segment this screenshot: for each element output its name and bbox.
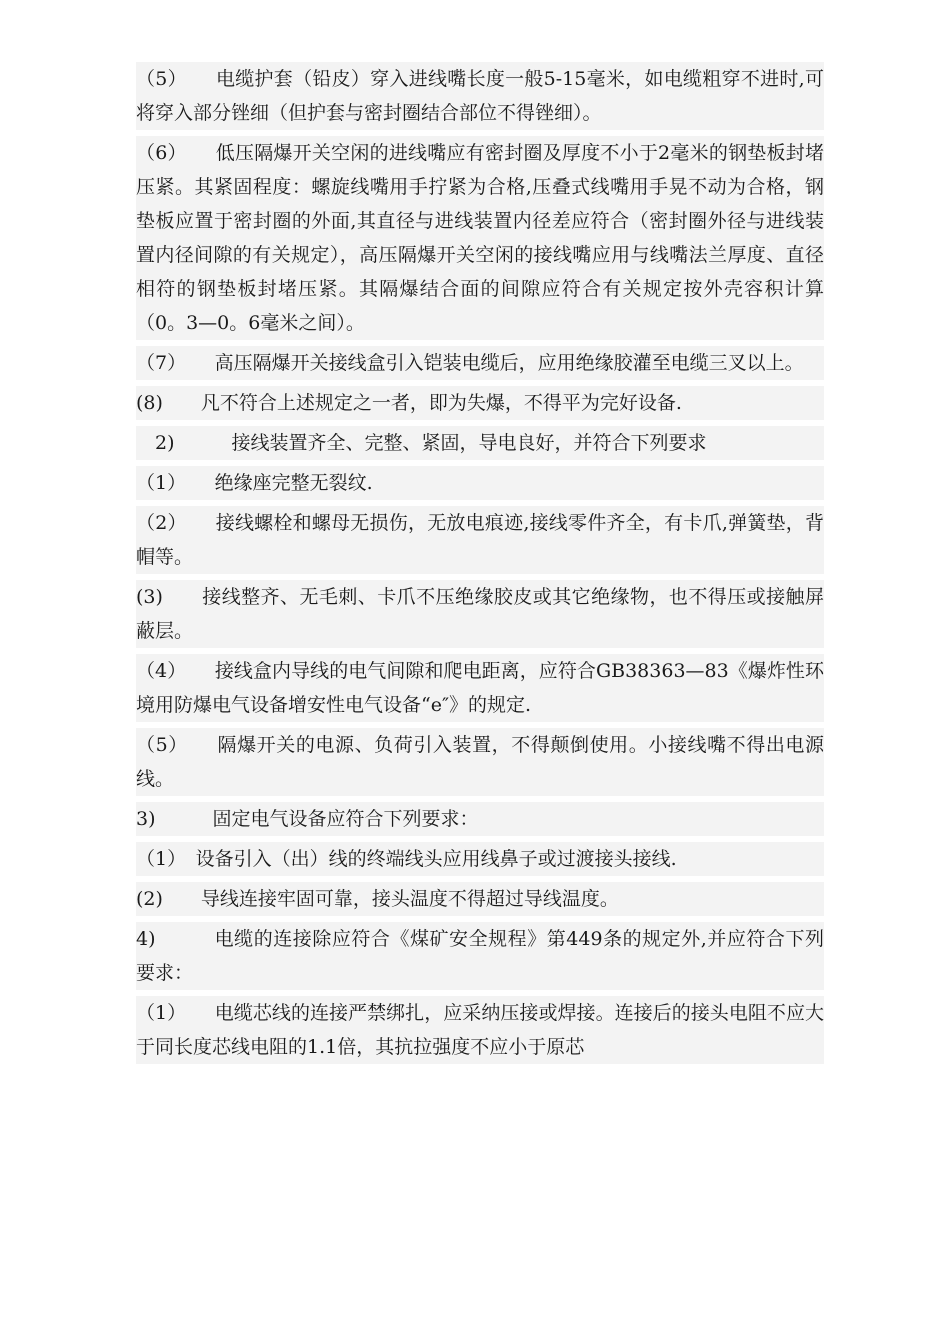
paragraph-2-3: (3) 接线整齐、无毛刺、卡爪不压绝缘胶皮或其它绝缘物，也不得压或接触屏蔽层。 [136, 580, 824, 648]
paragraph-3-1: （1） 设备引入（出）线的终端线头应用线鼻子或过渡接头接线. [136, 842, 824, 876]
section-4-heading: 4) 电缆的连接除应符合《煤矿安全规程》第449条的规定外,并应符合下列要求： [136, 922, 824, 990]
paragraph-2-4: （4） 接线盒内导线的电气间隙和爬电距离，应符合GB38363—83《爆炸性环境用防爆电气设备增安性电气设备“e″》的规定. [136, 654, 824, 722]
paragraph-2-5: （5） 隔爆开关的电源、负荷引入装置，不得颠倒使用。小接线嘴不得出电源线。 [136, 728, 824, 796]
document-body [136, 62, 824, 1070]
paragraph-2-2: （2） 接线螺栓和螺母无损伤，无放电痕迹,接线零件齐全，有卡爪,弹簧垫，背帽等。 [136, 506, 824, 574]
section-3-heading: 3) 固定电气设备应符合下列要求： [136, 802, 824, 836]
paragraph-3-2: (2) 导线连接牢固可靠，接头温度不得超过导线温度。 [136, 882, 824, 916]
paragraph-2-1: （1） 绝缘座完整无裂纹. [136, 466, 824, 500]
paragraph-7-high-voltage: （7） 高压隔爆开关接线盒引入铠装电缆后，应用绝缘胶灌至电缆三叉以上。 [136, 346, 824, 380]
paragraph-8-explosion: (8) 凡不符合上述规定之一者，即为失爆，不得平为完好设备. [136, 386, 824, 420]
paragraph-4-1: （1） 电缆芯线的连接严禁绑扎，应采纳压接或焊接。连接后的接头电阻不应大于同长度芯线电阻的1.1倍，其抗拉强度不应小于原芯 [136, 996, 824, 1064]
paragraph-5-sheath: （5） 电缆护套（铅皮）穿入进线嘴长度一般5-15毫米，如电缆粗穿不进时,可将穿入部分锉细（但护套与密封圈结合部位不得锉细）。 [136, 62, 824, 130]
section-2-heading: 2) 接线装置齐全、完整、紧固，导电良好，并符合下列要求 [136, 426, 824, 460]
paragraph-6-low-voltage: （6） 低压隔爆开关空闲的进线嘴应有密封圈及厚度不小于2毫米的钢垫板封堵压紧。其紧固程度：螺旋线嘴用手拧紧为合格,压叠式线嘴用手晃不动为合格，钢垫板应置于密封圈的外面,其直径与进线装置内径差应符合（密封圈外径与进线装置内径间隙的有关规定），高压隔爆开关空闲的接线嘴应用与线嘴法兰厚度、直径相符的钢垫板封堵压紧。其隔爆结合面的间隙应符合有关规定按外壳容积计算（0。3—0。6毫米之间）。 [136, 136, 824, 340]
